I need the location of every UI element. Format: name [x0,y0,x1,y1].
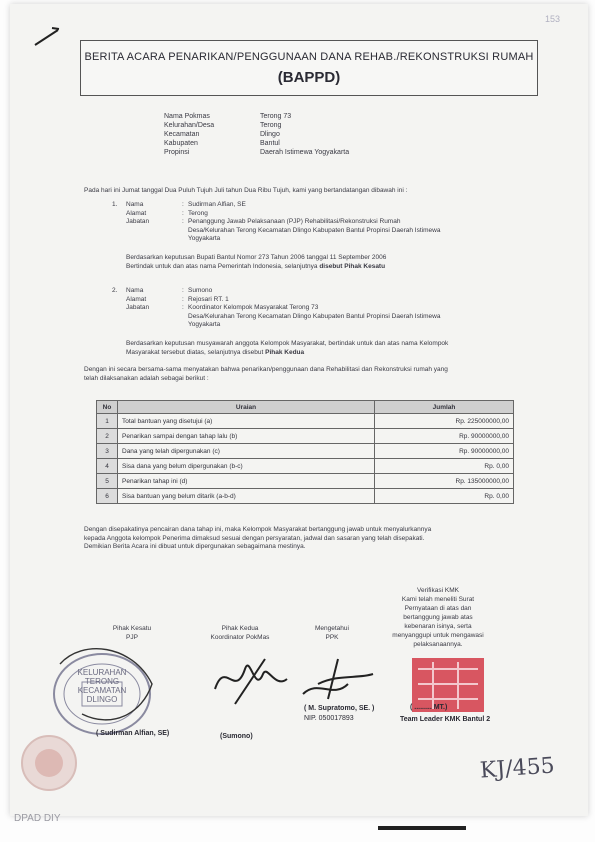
label-kelurahan: Kelurahan/Desa [164,122,215,129]
label-propinsi: Propinsi [164,149,190,156]
stamp-text: KELURAHAN TERONG KECAMATAN DLINGO [77,668,127,704]
bottom-rule [378,826,466,830]
pihak1-name: ( Sudirman Alfian, SE) [96,730,170,737]
table-row [97,459,514,474]
row-amount: Rp. 0,00 [375,459,514,474]
table-row [97,429,514,444]
ppk-title: Mengetahui [315,625,349,632]
party2-number: 2. [112,287,118,294]
pihak-kesatu-term: disebut Pihak Kesatu [319,262,386,270]
value-nama-pokmas: Terong 73 [260,113,292,120]
pihak2-heading [195,624,285,642]
pokmas-labels [164,112,214,157]
kmk-line: bertanggung jawab atas [403,614,473,621]
party2-label-position: Jabatan [126,304,150,311]
ppk-nip: NIP. 050017893 [304,715,354,722]
row-no: 1 [97,414,118,429]
closing-line1: Dengan disepakatinya pencairan dana tahap ini, maka Kelompok Masyarakat bertanggung jawab untuk menyalurkannya [84,526,432,533]
row-amount: Rp. 0,00 [375,489,514,504]
ppk-name: ( M. Supratomo, SE. ) [304,705,375,712]
row-amount: Rp. 225000000,00 [375,414,514,429]
kmk-verification [378,586,498,649]
statement-text [84,366,544,383]
col-header-no: No [97,401,118,414]
party2-name: Sumono [188,287,213,294]
row-desc: Penarikan tahap ini (d) [118,474,375,489]
watermark: DPAD DIY [14,813,61,824]
table-row [97,444,514,459]
party1-labels [126,201,149,227]
party1-number: 1. [112,201,118,208]
table-row [97,474,514,489]
pokmas-values [260,112,349,157]
party1-position-line3: Yogyakarta [188,235,221,242]
funds-table [96,400,514,504]
closing-line2: kepada Anggota kelompok Penerima dimaksud sesuai dengan persyaratan, jadwal dan sasaran yang telah disepakati. [84,534,425,542]
kmk-name: ( ......... MT.) [410,704,448,711]
label-kecamatan: Kecamatan [164,131,200,138]
party2-basis-line1: Berdasarkan keputusan musyawarah anggota Kelompok Masyarakat, bertindak untuk dan atas nama Kelompok [126,340,449,347]
value-kelurahan: Terong [260,122,282,129]
intro-text: Pada hari ini Jumat tanggal Dua Puluh Tujuh Juli tahun Dua Ribu Tujuh, kami yang bertandatangan dibawah ini : [84,187,408,194]
row-desc: Sisa dana yang belum dipergunakan (b-c) [118,459,375,474]
signature-sumono [205,649,295,709]
col-header-jumlah: Jumlah [375,401,514,414]
row-amount: Rp. 90000000,00 [375,444,514,459]
party1-label-position: Jabatan [126,218,150,225]
table-row [97,414,514,429]
col-header-uraian: Uraian [118,401,375,414]
row-desc: Total bantuan yang disetujui (a) [118,414,375,429]
row-desc: Penarikan sampai dengan tahap lalu (b) [118,429,375,444]
pihak1-title: Pihak Kesatu [112,625,152,632]
kmk-role: Team Leader KMK Bantul 2 [400,716,491,723]
party1-basis [126,254,536,271]
row-no: 2 [97,429,118,444]
statement-line1: Dengan ini secara bersama-sama menyatakan bahwa penarikan/penggunaan dana Rehabilitasi dan Rekonstruksi rumah yang [84,366,448,373]
pen-mark [32,26,62,48]
row-no: 4 [97,459,118,474]
party1-name: Sudirman Alfian, SE [188,201,246,208]
party1-colons: : : : [182,201,184,225]
party2-basis-line2: Masyarakat tersebut diatas, selanjutnya disebut [126,348,266,356]
closing-text [84,526,554,552]
pihak1-heading [92,624,172,642]
party2-position-line3: Yogyakarta [188,321,221,328]
party1-label-address: Alamat [126,209,147,217]
party1-position: Penanggung Jawab Pelaksanaan (PJP) Rehabilitasi/Rekonstruksi Rumah [188,218,401,225]
value-kecamatan: Dlingo [260,131,280,138]
party1-label-name: Nama [126,201,144,208]
party2-basis [126,340,536,357]
party2-label-address: Alamat [126,295,147,303]
party2-position: Koordinator Kelompok Masyarakat Terong 73 [188,304,319,311]
row-desc: Dana yang telah dipergunakan (c) [118,444,375,459]
row-no: 3 [97,444,118,459]
row-no: 5 [97,474,118,489]
table-row [97,489,514,504]
party2-labels [126,287,149,313]
document-title-box [80,40,538,96]
party1-position-line2: Desa/Kelurahan Terong Kecamatan Dlingo Kabupaten Bantul Propinsi Daerah Istimewa [188,226,441,234]
row-desc: Sisa bantuan yang belum ditarik (a-b-d) [118,489,375,504]
kmk-line: Pernyataan di atas dan [404,605,472,612]
kmk-line: pelaksanaannya. [413,641,463,648]
handwritten-code: KJ/455 [479,753,556,784]
pihak-kedua-term: Pihak Kedua [265,348,305,356]
label-kabupaten: Kabupaten [164,140,198,147]
party2-label-name: Nama [126,287,144,294]
kmk-line: Verifikasi KMK [417,587,459,594]
kmk-line: kebenaran isinya, serta [404,623,472,630]
row-amount: Rp. 135000000,00 [375,474,514,489]
pihak2-role: Koordinator PokMas [210,634,270,641]
document-subtitle: (BAPPD) [277,69,341,86]
statement-line2: telah dilaksanakan adalah sebagai berikut : [84,374,209,382]
party1-basis-line2: Bertindak untuk dan atas nama Pemerintah Indonesia, selanjutnya [126,262,320,270]
party2-position-line2: Desa/Kelurahan Terong Kecamatan Dlingo Kabupaten Bantul Propinsi Daerah Istimewa [188,312,441,320]
document-title: BERITA ACARA PENARIKAN/PENGGUNAAN DANA REHAB./REKONSTRUKSI RUMAH [84,51,534,63]
row-amount: Rp. 90000000,00 [375,429,514,444]
party1-address: Terong [188,209,208,217]
party1-basis-line1: Berdasarkan keputusan Bupati Bantul Nomor 273 Tahun 2006 tanggal 11 September 2006 [126,254,387,261]
value-kabupaten: Bantul [260,140,280,147]
ppk-role: PPK [325,634,339,641]
party1-values [188,201,528,244]
label-nama-pokmas: Nama Pokmas [164,113,210,120]
page-number: 153 [545,14,561,24]
document-page [10,4,588,816]
kmk-line: Kami telah meneliti Surat [401,596,475,603]
closing-line3: Demikian Berita Acara ini dibuat untuk dipergunakan sebagaimana mestinya. [84,543,306,550]
archive-seal [18,732,80,794]
pihak1-role: PJP [126,634,138,641]
table-header-row [97,401,514,414]
ppk-heading [302,624,362,642]
party2-address: Rejosari RT. 1 [188,295,229,303]
party2-values [188,287,528,330]
pihak2-title: Pihak Kedua [221,625,259,632]
row-no: 6 [97,489,118,504]
pihak2-name: (Sumono) [220,733,253,740]
kmk-line: menyanggupi untuk mengawasi [392,632,484,639]
value-propinsi: Daerah Istimewa Yogyakarta [260,149,350,156]
signature-supratomo [298,654,378,704]
party2-colons: : : : [182,287,184,311]
